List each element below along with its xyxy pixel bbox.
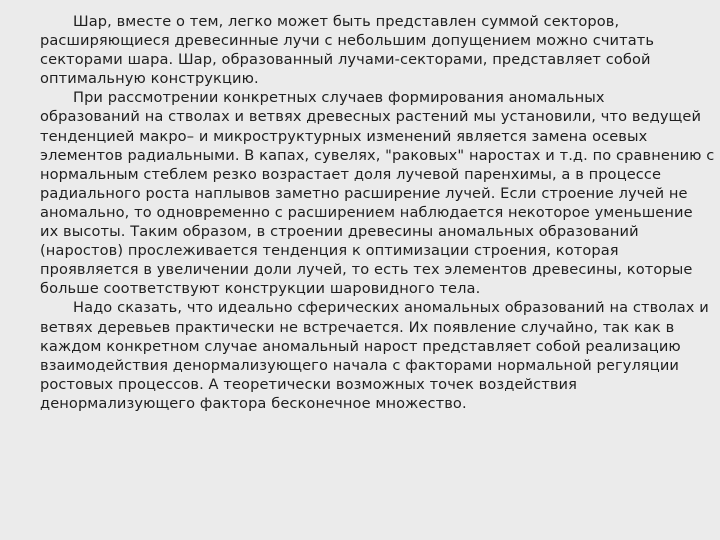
paragraph-1 — [40, 12, 692, 88]
text-line: элементов радиальными. В капах, сувелях, "раковых" наростах и т.д. по сравнению с — [40, 146, 715, 164]
text-line: больше соответствуют конструкции шаровидного тела. — [40, 280, 481, 298]
text-line: ростовых процессов. А теоретически возможных точек воздействия — [40, 375, 577, 393]
text-line: радиального роста наплывов заметно расширение лучей. Если строение лучей не — [40, 184, 688, 202]
text-line: взаимодействия денормализующего начала с факторами нормальной регуляции — [40, 356, 680, 374]
text-line: Надо сказать, что идеально сферических аномальных образований на стволах и — [73, 299, 709, 317]
text-line: аномально, то одновременно с расширением наблюдается некоторое уменьшение — [40, 203, 693, 221]
text-line: (наростов) прослеживается тенденция к оптимизации строения, которая — [40, 242, 619, 260]
text-line: денормализующего фактора бесконечное множество. — [40, 394, 467, 412]
text-line: их высоты. Таким образом, в строении древесины аномальных образований — [40, 223, 639, 241]
text-line: Шар, вместе о тем, легко может быть представлен суммой секторов, — [73, 13, 620, 30]
document-text — [40, 12, 715, 413]
paragraph-3 — [40, 298, 709, 413]
text-line: нормальным стеблем резко возрастает доля лучевой паренхимы, а в процессе — [40, 165, 662, 183]
text-line: При рассмотрении конкретных случаев формирования аномальных — [73, 89, 605, 107]
text-line: расширяющиеся древесинные лучи с небольшим допущением можно считать — [40, 32, 655, 50]
text-line: проявляется в увеличении доли лучей, то есть тех элементов древесины, которые — [40, 261, 693, 279]
text-line: тенденцией макро– и микроструктурных изменений является замена осевых — [40, 127, 648, 145]
text-line: каждом конкретном случае аномальный нарост представляет собой реализацию — [40, 337, 681, 355]
text-line: секторами шара. Шар, образованный лучами-секторами, представляет собой — [40, 51, 651, 69]
text-line: оптимальную конструкцию. — [40, 70, 259, 88]
text-line: образований на стволах и ветвях древесных растений мы установили, что ведущей — [40, 108, 702, 126]
paragraph-2 — [40, 88, 715, 298]
text-line: ветвях деревьев практически не встречается. Их появление случайно, так как в — [40, 318, 675, 336]
